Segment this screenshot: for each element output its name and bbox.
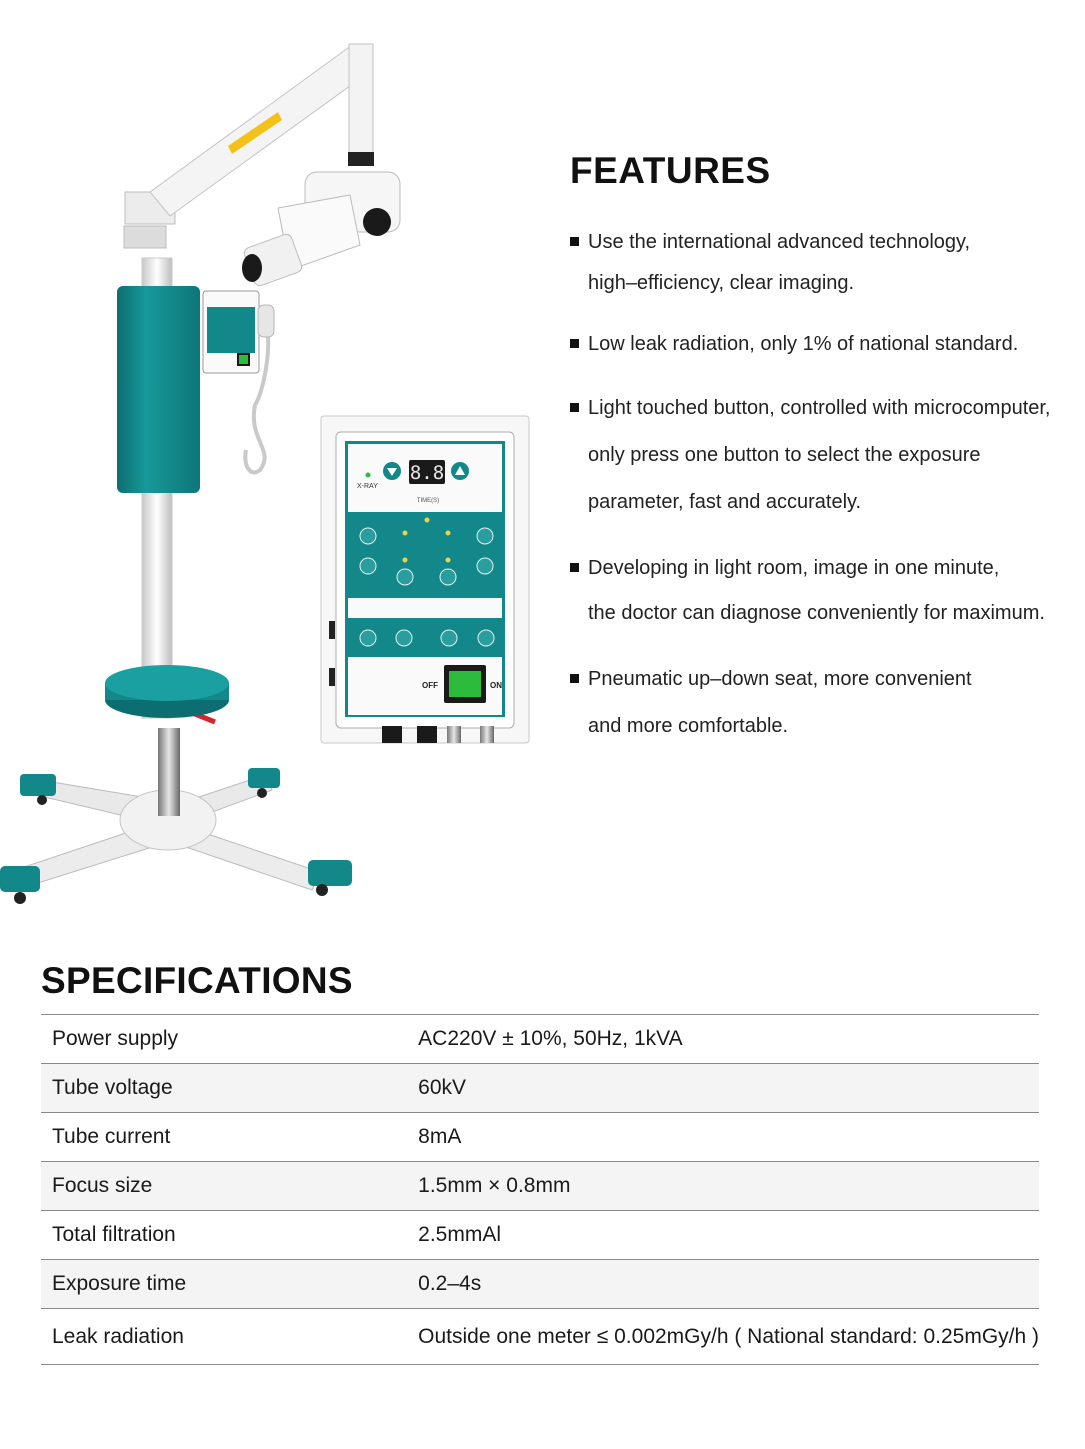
- spec-label: Power supply: [52, 1027, 179, 1050]
- spec-label: Tube voltage: [52, 1076, 173, 1099]
- spec-label: Tube current: [52, 1125, 171, 1148]
- xray-label: X-RAY: [357, 483, 378, 490]
- dental-xray-unit-image: [0, 0, 560, 920]
- features-title: FEATURES: [570, 150, 771, 191]
- features-section: [570, 150, 1075, 750]
- spec-label: Leak radiation: [52, 1324, 184, 1348]
- spec-value: 0.2–4s: [418, 1272, 482, 1295]
- feature-text-line: high–efficiency, clear imaging.: [588, 272, 855, 294]
- spec-value: 8mA: [418, 1125, 462, 1148]
- table-row: [41, 1064, 1039, 1113]
- spec-label: Total filtration: [52, 1223, 176, 1246]
- spec-value: Outside one meter ≤ 0.002mGy/h ( National standard: 0.25mGy/h ): [418, 1324, 1039, 1348]
- feature-item: [570, 656, 1075, 750]
- product-illustration: [0, 0, 560, 920]
- feature-text-line: Developing in light room, image in one minute,: [588, 557, 1000, 579]
- feature-text-line: only press one button to select the exposure: [588, 444, 981, 466]
- feature-text-line: and more comfortable.: [588, 715, 789, 737]
- square-bullet-icon: [570, 237, 579, 246]
- xray-tube-head: [242, 172, 400, 287]
- feature-text-line: Light touched button, controlled with microcomputer,: [588, 397, 1051, 419]
- control-panel-closeup: [321, 416, 529, 743]
- spec-value: 1.5mm × 0.8mm: [418, 1174, 571, 1197]
- specifications-section: [41, 960, 1039, 1365]
- feature-item: [570, 222, 1075, 304]
- square-bullet-icon: [570, 403, 579, 412]
- table-row: [41, 1211, 1039, 1260]
- table-row: [41, 1309, 1039, 1365]
- specifications-title: SPECIFICATIONS: [41, 960, 353, 1001]
- square-bullet-icon: [570, 563, 579, 572]
- square-bullet-icon: [570, 339, 579, 348]
- specifications-table: [41, 1014, 1039, 1365]
- feature-text-line: the doctor can diagnose conveniently for maximum.: [588, 602, 1045, 624]
- time-label: TIME(S): [416, 498, 440, 504]
- seat-column: [158, 728, 180, 816]
- small-control-box: [203, 291, 274, 472]
- feature-text-line: Pneumatic up–down seat, more convenient: [588, 668, 972, 690]
- panel-display: 8.8: [409, 462, 445, 484]
- table-row: [41, 1015, 1039, 1064]
- spec-value: 60kV: [418, 1076, 467, 1099]
- table-row: [41, 1162, 1039, 1211]
- stool-seat: [105, 665, 229, 718]
- spec-value: AC220V ± 10%, 50Hz, 1kVA: [418, 1027, 683, 1050]
- feature-item: [570, 546, 1075, 636]
- spec-label: Exposure time: [52, 1272, 187, 1295]
- on-label: ON: [490, 681, 502, 690]
- feature-item: [570, 385, 1075, 526]
- spec-label: Focus size: [52, 1174, 153, 1197]
- table-row: [41, 1260, 1039, 1309]
- feature-text-line: parameter, fast and accurately.: [588, 491, 862, 513]
- off-label: OFF: [422, 681, 438, 690]
- feature-text-line: Use the international advanced technology,: [588, 231, 971, 253]
- spec-value: 2.5mmAl: [418, 1223, 502, 1246]
- table-row: [41, 1113, 1039, 1162]
- feature-item: [570, 324, 1075, 365]
- square-bullet-icon: [570, 674, 579, 683]
- feature-text-line: Low leak radiation, only 1% of national standard.: [588, 333, 1019, 355]
- column-housing: [117, 286, 200, 493]
